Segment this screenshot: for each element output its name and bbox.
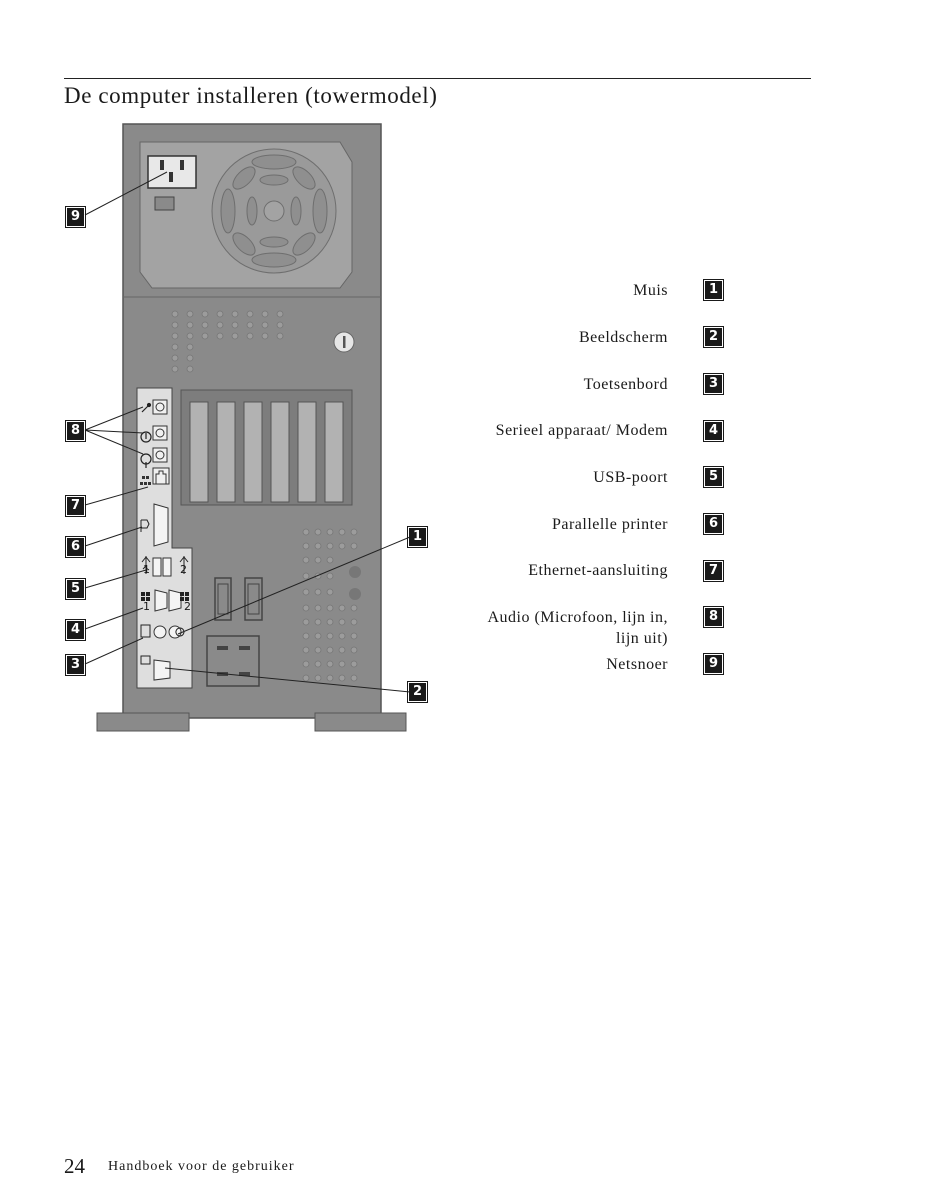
serial-mark-2: 2 xyxy=(184,600,191,613)
screw-2 xyxy=(349,588,361,600)
callout-2: 2 xyxy=(409,683,426,701)
page-title: De computer installeren (towermodel) xyxy=(64,83,438,108)
legend-label-6: Parallelle printer xyxy=(551,516,668,533)
keyboard-port xyxy=(154,626,166,638)
legend-label-1: Muis xyxy=(633,282,668,299)
legend-badge-8: 8 xyxy=(705,608,722,626)
legend-label-4: Serieel apparaat/ Modem xyxy=(495,422,668,439)
legend-badge-7: 7 xyxy=(705,562,722,580)
serial-mark-1: 1 xyxy=(143,600,150,613)
legend-badge-5: 5 xyxy=(705,468,722,486)
right-foot xyxy=(315,713,406,731)
legend-badge-2: 2 xyxy=(705,328,722,346)
legend-label-5: USB-poort xyxy=(593,469,668,486)
callout-8: 8 xyxy=(67,422,84,440)
usb-port-1 xyxy=(153,558,161,576)
legend-badge-6: 6 xyxy=(705,515,722,533)
serial-port-1 xyxy=(155,590,167,611)
video-port xyxy=(154,660,170,680)
legend-badge-9: 9 xyxy=(705,655,722,673)
usb-mark-2: 2 xyxy=(180,563,187,576)
callout-7: 7 xyxy=(67,497,84,515)
usb-mark-1: 1 xyxy=(143,563,150,576)
screw-1 xyxy=(349,566,361,578)
callout-6: 6 xyxy=(67,538,84,556)
audio-jacks xyxy=(153,400,167,462)
callout-1: 1 xyxy=(409,528,426,546)
usb-port-2 xyxy=(163,558,171,576)
legend-label-9: Netsnoer xyxy=(606,656,668,673)
fan-grille xyxy=(212,149,336,273)
callout-9: 9 xyxy=(67,208,84,226)
legend-label-3: Toetsenbord xyxy=(583,376,668,393)
parallel-port xyxy=(154,504,168,546)
page-number: 24 xyxy=(64,1154,85,1178)
legend-label-7: Ethernet-aansluiting xyxy=(528,562,668,579)
callout-5: 5 xyxy=(67,580,84,598)
ethernet-port xyxy=(153,468,169,484)
serial-port-2 xyxy=(169,590,181,611)
legend-badge-3: 3 xyxy=(705,375,722,393)
legend-label-2: Beeldscherm xyxy=(578,329,668,346)
legend-badge-1: 1 xyxy=(705,281,722,299)
callout-3: 3 xyxy=(67,656,84,674)
legend-label-8-line2: lijn uit) xyxy=(615,630,668,647)
voltage-switch xyxy=(155,197,174,210)
legend-badge-4: 4 xyxy=(705,422,722,440)
callout-4: 4 xyxy=(67,621,84,639)
left-foot xyxy=(97,713,189,731)
legend-label-8: Audio (Microfoon, lijn in, xyxy=(487,609,668,626)
footer-text: Handboek voor de gebruiker xyxy=(108,1159,295,1174)
